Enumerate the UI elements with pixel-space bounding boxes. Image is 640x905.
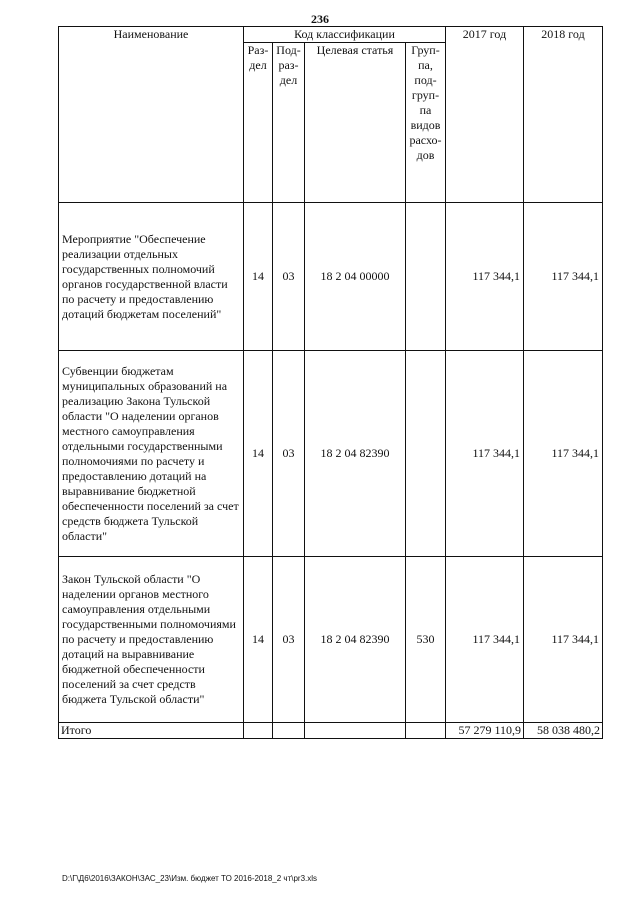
table-row <box>59 203 603 351</box>
header-year-2018: 2018 год <box>524 27 603 203</box>
row-subsection: 03 <box>273 557 305 723</box>
row-value-2018: 117 344,1 <box>524 203 603 351</box>
table-row <box>59 557 603 723</box>
row-subsection: 03 <box>273 351 305 557</box>
row-value-2017: 117 344,1 <box>446 203 524 351</box>
header-classification-code: Код классификации <box>244 27 446 43</box>
row-section: 14 <box>244 351 273 557</box>
row-section: 14 <box>244 557 273 723</box>
total-empty-section <box>244 723 273 739</box>
header-target-article: Целевая статья <box>305 43 406 203</box>
total-empty-group <box>406 723 446 739</box>
row-target-article: 18 2 04 00000 <box>305 203 406 351</box>
header-expense-group: Груп- па, под- груп- па видов расхо- дов <box>406 43 446 203</box>
row-subsection: 03 <box>273 203 305 351</box>
header-subsection: Под- раз- дел <box>273 43 305 203</box>
header-row-top <box>59 27 603 43</box>
row-expense-group: 530 <box>406 557 446 723</box>
total-row <box>59 723 603 739</box>
total-value-2017: 57 279 110,9 <box>446 723 524 739</box>
row-expense-group <box>406 203 446 351</box>
page-number: 236 <box>311 12 329 26</box>
budget-table <box>58 26 603 739</box>
row-name: Мероприятие "Обеспечение реализации отдельных государственных полномочий органов государственной власти по расчету и предоставлению дотаций бюджетам поселений" <box>59 203 244 351</box>
row-value-2017: 117 344,1 <box>446 557 524 723</box>
row-value-2018: 117 344,1 <box>524 557 603 723</box>
row-target-article: 18 2 04 82390 <box>305 557 406 723</box>
row-name: Закон Тульской области "О наделении органов местного самоуправления отдельными государственными полномочиями по расчету и предоставлению дотаций на выравнивание бюджетной обеспеченности поселений за счет средств бюджета Тульской области" <box>59 557 244 723</box>
row-target-article: 18 2 04 82390 <box>305 351 406 557</box>
footer-file-path: D:\Г\Д6\2016\ЗАКОН\ЗАС_23\Изм. бюджет ТО 2016-2018_2 чт\pr3.xls <box>62 874 318 883</box>
row-name: Субвенции бюджетам муниципальных образований на реализацию Закона Тульской области "О наделении органов местного самоуправления отдельными государственными полномочиями по расчету и предоставлению дотаций на выравнивание бюджетной обеспеченности поселений за счет средств бюджета Тульской области" <box>59 351 244 557</box>
header-section: Раз- дел <box>244 43 273 203</box>
row-expense-group <box>406 351 446 557</box>
header-name: Наименование <box>59 27 244 203</box>
row-section: 14 <box>244 203 273 351</box>
total-empty-target <box>305 723 406 739</box>
table-row <box>59 351 603 557</box>
row-value-2018: 117 344,1 <box>524 351 603 557</box>
total-value-2018: 58 038 480,2 <box>524 723 603 739</box>
row-value-2017: 117 344,1 <box>446 351 524 557</box>
total-label: Итого <box>59 723 244 739</box>
header-year-2017: 2017 год <box>446 27 524 203</box>
total-empty-subsection <box>273 723 305 739</box>
